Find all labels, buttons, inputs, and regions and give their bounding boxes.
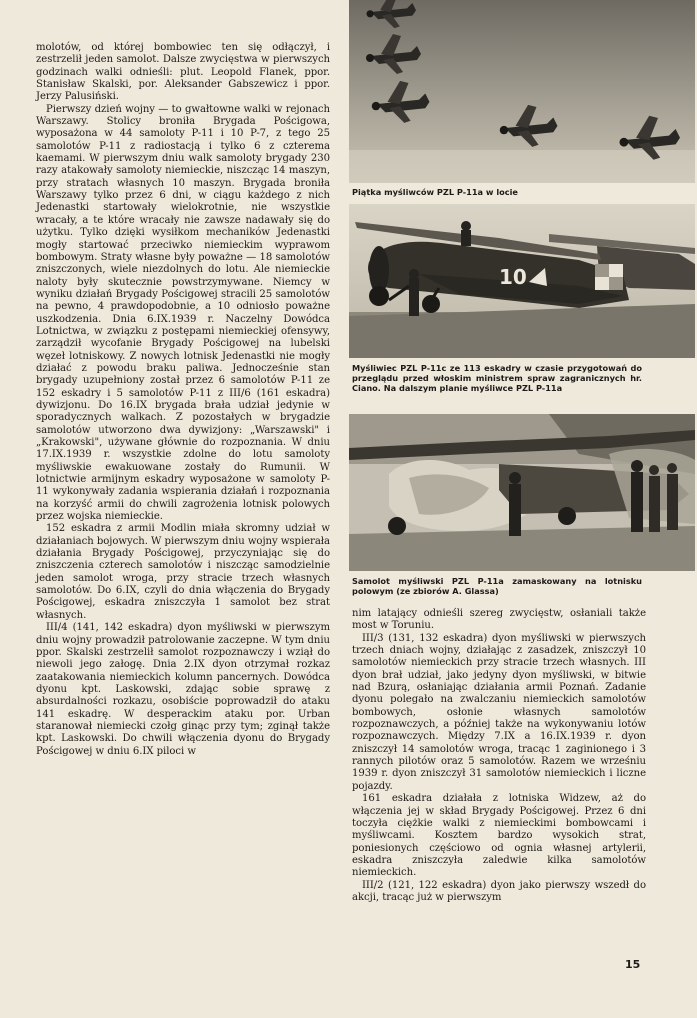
paragraph: 161 eskadra działała z lotniska Widzew, aż do włączenia jej w skład Brygady Pościgowej. Przez 6 dni toczyła ciężkie walki z niemieckimi bombowcami i myśliwcami. Kosztem bardzo wysokich strat, poniesionych częściowo od ognia własnej artylerii, eskadra zniszczyła zaledwie kilka samolotów niemieckich. [352,793,646,879]
photo-fighters-in-flight [349,0,695,183]
paragraph: III/4 (141, 142 eskadra) dyon myśliwski w pierwszym dniu wojny prowadził patrolowanie zaczepne. W tym dniu ppor. Skalski zestrzelił samolot rozpoznawczy i wziął do niewoli jego załogę. Dnia 2.IX dyon otrzymał rozkaz zaatakowania niemieckich kolumn pancernych. Dowódca dyonu kpt. Laskowski, zdając sobie sprawę z absurdalności rozkazu, osobiście poprowadził do ataku 141 eskadrę. W desperackim ataku por. Urban staranował niemiecki czołg ginąc przy tym; zginął także kpt. Laskowski. Do chwili włączenia dyonu do Brygady Pościgowej w dniu 6.IX piloci w [36,622,330,757]
paragraph: III/3 (131, 132 eskadra) dyon myśliwski w pierwszych trzech dniach wojny, działając z zasadzek, zniszczył 10 samolotów niemieckich przy stracie trzech własnych. III dyon brał udział, jako jedyny dyon myśliwski, w bitwie nad Bzurą, osłaniając działania armii Poznań. Zadanie dyonu polegało na zwalczaniu niemieckich samolotów bombowych, osłonie własnych samolotów rozpoznawczych, a później także na wykonywaniu lotów rozpoznawczych. Między 7.IX a 16.IX.1939 r. dyon zniszczył 14 samolotów wroga, tracąc 1 zaginionego i 3 rannych pilotów oraz 5 samolotów. Razem we wrześniu 1939 r. dyon zniszczył 31 samolotów niemieckich i liczne pojazdy. [352,632,646,792]
caption-photo-1: Piątka myśliwców PZL P-11a w locie [352,187,518,197]
page-number: 15 [625,958,641,971]
text-column-left [36,42,330,758]
paragraph: nim latający odnieśli szereg zwycięstw, osłaniali także most w Toruniu. [352,608,646,632]
photo-camouflaged-p11a [349,414,695,571]
paragraph: Pierwszy dzień wojny — to gwałtowne walki w rejonach Warszawy. Stolicy broniła Brygada Pościgowa, wyposażona w 44 samoloty P-11 i 10 P-7, z tego 25 samolotów P-11 z radiostacją i tylko 6 z czterema kaemami. W pierwszym dniu walk samoloty brygady 230 razy atakowały samoloty niemieckie, niszcząc 14 maszyn, przy stratach własnych 10 maszyn. Brygada broniła Warszawy tylko przez 6 dni, w ciągu każdego z nich Jedenastki startowały wielokrotnie, nie wszystkie wracały, a te które wracały nie zawsze nadawały się do użytku. Tylko dzięki wysiłkom mechaników Jedenastki mogły startować przeciwko niemieckim wyprawom bombowym. Straty własne były poważne — 18 samolotów zniszczonych, wiele niezdolnych do lotu. Ale niemieckie naloty były skutecznie powstrzymywane. Niemcy w wyniku działań Brygady Pościgowej stracili 25 samolotów na pewno, 4 prawdopodobnie, a 10 odniosło poważne uszkodzenia. Dnia 6.IX.1939 r. Naczelny Dowódca Lotnictwa, w związku z postępami niemieckiej ofensywy, zarządził wycofanie Brygady Pościgowej na lubelski węzeł lotniskowy. Z nowych lotnisk Jedenastki nie mogły działać z powodu braku paliwa. Jednocześnie stan brygady uzupełniony został przez 6 samolotów P-11 ze 152 eskadry i 5 samolotów P-11 z III/6 (161 eskadra) dywizjonu. Do 16.IX brygada brała udział jedynie w sporadycznych walkach. Z pozostałych w brygadzie samolotów utworzono dwa dywizjony: „Warszawski" i „Krakowski", używane głównie do rozpoznania. W dniu 17.IX.1939 r. wszystkie zdolne do lotu samoloty myśliwskie ewakuowane zostały do Rumunii. W lotnictwie armijnym eskadry wyposażone w samoloty P-11 wykonywały zadania wspierania działań i rozpoznania na korzyść armii do chwili zagrożenia lotnisk polowych przez wojska niemieckie. [36,103,330,523]
text-column-right [352,608,646,904]
caption-photo-2: Myśliwiec PZL P-11c ze 113 eskadry w czasie przygotowań do przeglądu przed włoskim ministrem spraw zagranicznych hr. Ciano. Na dalszym planie myśliwce PZL P-11a [352,363,642,393]
photo-p11c-on-ground [349,204,695,358]
paragraph: molotów, od której bombowiec ten się odłączył, i zestrzelił jeden samolot. Dalsze zwycięstwa w pierwszych godzinach walki odnieśli: plut. Leopold Flanek, ppor. Stanisław Skalski, por. Aleksander Gabszewicz i ppor. Jerzy Palusiński. [36,42,330,103]
aircraft-number-marking: 10 [499,265,527,289]
paragraph: III/2 (121, 122 eskadra) dyon jako pierwszy wszedł do akcji, tracąc już w pierwszym [352,879,646,903]
paragraph: 152 eskadra z armii Modlin miała skromny udział w działaniach bojowych. W pierwszym dniu wojny wspierała działania Brygady Pościgowej, przyczyniając się do zniszczenia czterech samolotów i niszcząc samodzielnie jeden samolot wroga, przy stracie trzech własnych samolotów. Do 6.IX, czyli do dnia włączenia do Brygady Pościgowej, eskadra zniszczyła 1 samolot bez strat własnych. [36,523,330,621]
caption-photo-3: Samolot myśliwski PZL P-11a zamaskowany na lotnisku polowym (ze zbiorów A. Glassa) [352,576,642,596]
